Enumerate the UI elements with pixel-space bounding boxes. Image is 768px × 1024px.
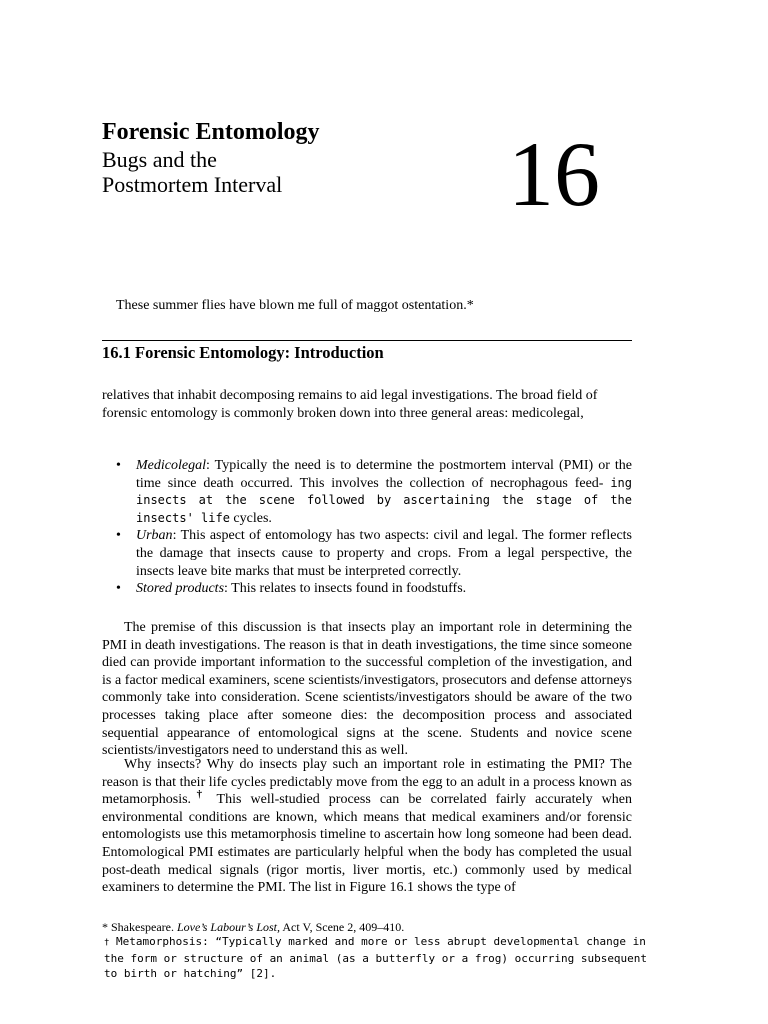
bullet-icon: • bbox=[116, 528, 121, 544]
body-paragraph-1 bbox=[102, 619, 632, 760]
paragraph-text: The premise of this discussion is that insects play an important role in determining the PMI in death investigations. The reason is that in death investigations, the time since someone died can provide important information to the successful completion of the investigation, and is a factor medical examiners, scene scientists/investigators, prosecutors and defense attorneys commonly take into consideration. Scene scientists/investigators should be aware of the two processes taking place after someone dies: the decomposition process and associated sequential appearance of entomological signs at the scene. Students and novice scene scientists/investigators need to understand this as well. bbox=[102, 620, 632, 759]
list-item-text-mono: ing insects at the scene followed by ascertaining the stage of the insects' life bbox=[136, 475, 633, 525]
chapter-subtitle-line1: Bugs and the bbox=[102, 147, 217, 172]
paragraph-text-cont: This well-studied process can be correlated fairly accurately when environmental conditions are known, which means that medical examiners and/or forensic entomologists use this metamorphosis timeline to ascertain how long someone had been dead. Entomological PMI estimates are particularly helpful when the body has completed the usual post-death medical signals (rigor mortis, liver mortis, etc.) commonly used by medical examiners to determine the PMI. The list in Figure 16.1 shows the type of bbox=[102, 792, 632, 896]
chapter-subtitle-line2: Postmortem Interval bbox=[102, 172, 283, 197]
section-divider bbox=[102, 340, 632, 341]
intro-line1: relatives that inhabit decomposing remains to aid legal investigations. The broad field of bbox=[102, 388, 598, 403]
body-paragraph-2 bbox=[102, 756, 632, 897]
entomology-areas-list bbox=[116, 457, 632, 598]
intro-paragraph bbox=[102, 387, 632, 422]
list-item-text: : This aspect of entomology has two aspects: civil and legal. The former reflects the damage that insects cause to property and crops. From a legal perspective, the insects leave bite marks that must be interpreted correctly. bbox=[136, 528, 632, 579]
footnote-2-mark: † bbox=[104, 938, 110, 948]
list-item-term: Medicolegal bbox=[136, 458, 206, 473]
list-item-text: : This relates to insects found in foodstuffs. bbox=[224, 581, 467, 597]
footnote-1 bbox=[102, 920, 404, 934]
chapter-title: Forensic Entomology bbox=[102, 119, 320, 145]
chapter-number: 16 bbox=[508, 123, 600, 225]
list-item bbox=[116, 580, 632, 598]
footnote-2 bbox=[104, 934, 664, 981]
list-item-term: Stored products bbox=[136, 581, 225, 597]
intro-line2: forensic entomology is commonly broken down into three general areas: medicolegal, bbox=[102, 405, 584, 421]
footnote-1-work: Love’s Labour’s Lost, bbox=[176, 920, 281, 934]
bullet-icon: • bbox=[116, 581, 121, 597]
chapter-subtitle bbox=[102, 147, 282, 197]
list-item-text: : Typically the need is to determine the postmortem interval (PMI) or the time since death occurred. This involves the collection of necrophagous feed- bbox=[136, 458, 632, 491]
footnote-1-suffix: Act V, Scene 2, 409–410. bbox=[280, 920, 405, 934]
section-heading: 16.1 Forensic Entomology: Introduction bbox=[102, 343, 384, 362]
footnote-marker: † bbox=[191, 788, 208, 801]
bullet-icon: • bbox=[116, 458, 121, 473]
footnote-1-prefix: * Shakespeare. bbox=[102, 920, 177, 934]
list-item-term: Urban bbox=[136, 528, 173, 544]
paragraph-text: Why insects? Why do insects play such an important role in estimating the PMI? The reason is that their life cycles predictably move from the egg to an adult in a process known as metamorphosis. bbox=[102, 757, 632, 808]
list-item bbox=[116, 527, 632, 580]
epigraph: These summer flies have blown me full of maggot ostentation.* bbox=[116, 298, 474, 313]
footnote-2-text: Metamorphosis: “Typically marked and more or less abrupt developmental change in the form or structure of an animal (as a butterfly or a frog) occurring subsequent to birth or hatching” [2]. bbox=[104, 935, 648, 980]
list-item-text-end: cycles. bbox=[233, 510, 272, 526]
list-item bbox=[116, 457, 632, 527]
